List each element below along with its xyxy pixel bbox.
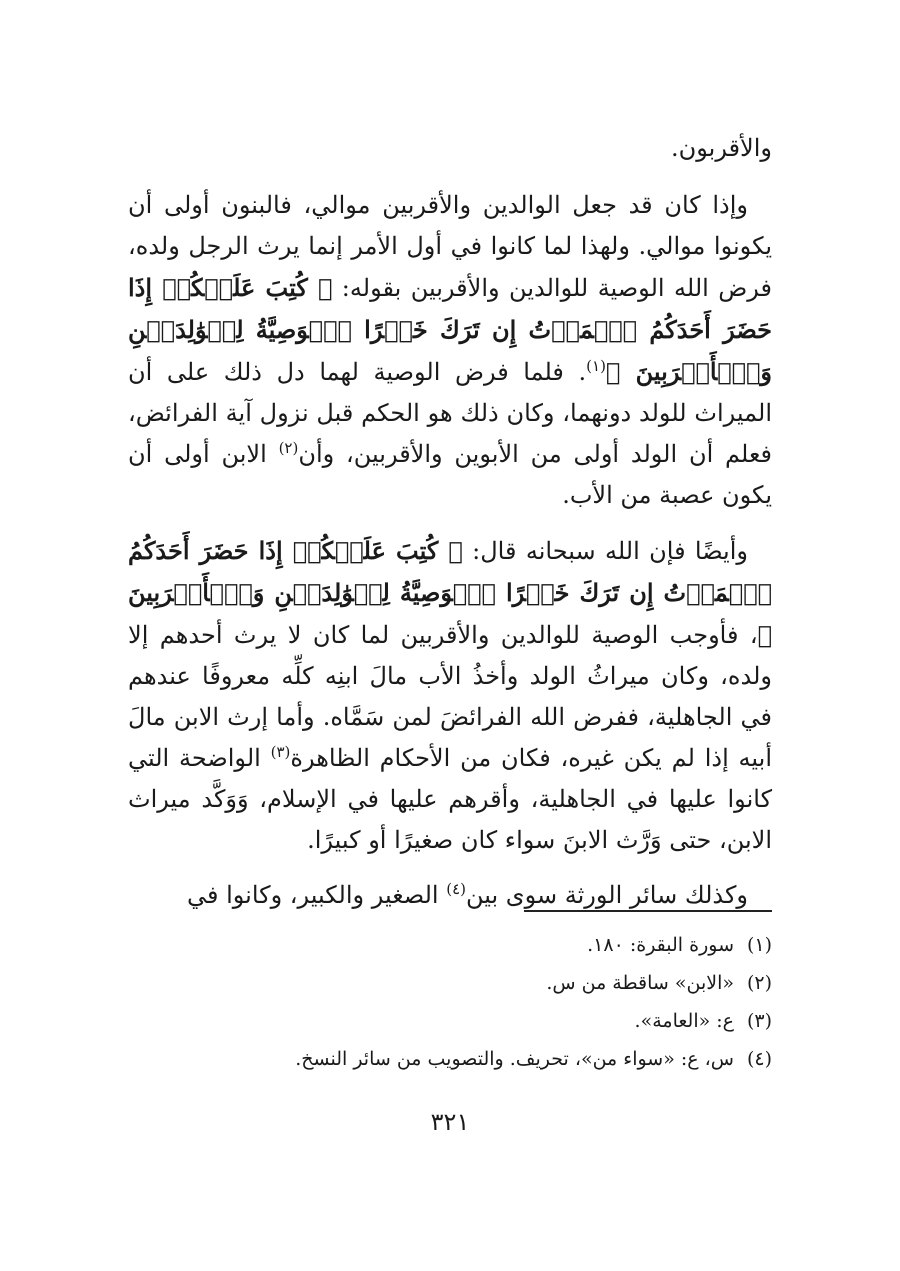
footnote-item — [212, 1040, 772, 1078]
paragraph-2-text-b: ، فأوجب الوصية للوالدين والأقربين لما كان لا يرث أحدهم إلا ولده، وكان ميراثُ الولد وأخذُ الأب مالَ ابنِه كلِّه معروفًا عندهم في الجاهلية، ففرض الله الفرائضَ لمن سَمَّاه. وأما إرث الابن مالَ أبيه إذا لم يكن غيره، فكان من الأحكام الظاهرة — [128, 621, 772, 772]
paragraph-2-text-a: وأيضًا فإن الله سبحانه قال: — [462, 537, 748, 565]
paragraph-3-text-a: وكذلك سائر الورثة سوى بين — [465, 881, 748, 909]
main-text — [128, 128, 772, 916]
paragraph-1-text-a: وإذا كان قد جعل الوالدين والأقربين موالي، فالبنون أولى أن يكونوا موالي. ولهذا لما كانوا في أول الأمر إنما يرث الرجل ولده، فرض الله الوصية للوالدين والأقربين بقوله: — [128, 191, 772, 302]
footnote-number: (٤) — [746, 1048, 772, 1070]
paragraph-2 — [128, 530, 772, 861]
paragraph-1-text-b: . فلما فرض الوصية لهما دل ذلك على أن الميراث للولد دونهما، وكان ذلك هو الحكم قبل نزول آية الفرائض، فعلم أن الولد أولى من الأبوين والأقربين، وأن — [128, 358, 773, 468]
paragraph-1 — [128, 185, 772, 516]
footnote-text: «الابن» ساقطة من س. — [546, 972, 734, 994]
footnote-ref-3: (٣) — [270, 743, 291, 761]
paragraph-3-text-b: الصغير والكبير، وكانوا في — [186, 881, 447, 909]
footnote-item — [212, 1002, 772, 1040]
footnote-item — [212, 926, 772, 964]
footnotes — [212, 926, 772, 1078]
footnote-text: س، ع: «سواء من»، تحريف. والتصويب من سائر النسخ. — [295, 1048, 734, 1070]
paragraph-continuation: والأقربون. — [671, 134, 772, 162]
footnote-ref-1: (١) — [586, 357, 606, 375]
footnote-separator — [524, 910, 772, 912]
footnote-item — [212, 964, 772, 1002]
footnote-number: (٢) — [746, 972, 772, 994]
footnote-number: (٣) — [746, 1010, 772, 1032]
paragraph-2-text-c: الواضحة التي كانوا عليها في الجاهلية، وأقرهم عليها في الإسلام، وَوَكَّد ميراث الابن، حتى وَرَّث الابنَ سواء كان صغيرًا أو كبيرًا. — [128, 744, 772, 854]
footnote-text: ع: «العامة». — [634, 1010, 734, 1032]
footnote-number: (١) — [746, 934, 772, 956]
footnote-text: سورة البقرة: ١٨٠. — [587, 934, 734, 956]
footnote-ref-4: (٤) — [446, 880, 466, 898]
quran-verse-1: ﴿ كُتِبَ عَلَيۡكُمۡ إِذَا حَضَرَ أَحَدَكُمُ ٱلۡمَوۡتُ إِن تَرَكَ خَيۡرًا ٱلۡوَصِيَّةُ لِلۡوَٰلِدَيۡنِ وَٱلۡأَقۡرَبِينَ ﴾ — [128, 273, 773, 386]
paragraph-1-text-c: الابن أولى أن يكون عصبة من الأب. — [128, 440, 772, 509]
quran-verse-2: ﴿ كُتِبَ عَلَيۡكُمۡ إِذَا حَضَرَ أَحَدَكُمُ ٱلۡمَوۡتُ إِن تَرَكَ خَيۡرًا ٱلۡوَصِيَّةُ لِلۡوَٰلِدَيۡنِ وَٱلۡأَقۡرَبِينَ ﴾ — [128, 536, 772, 649]
page-number: ٣٢١ — [430, 1108, 470, 1136]
footnote-ref-2: (٢) — [278, 439, 299, 457]
